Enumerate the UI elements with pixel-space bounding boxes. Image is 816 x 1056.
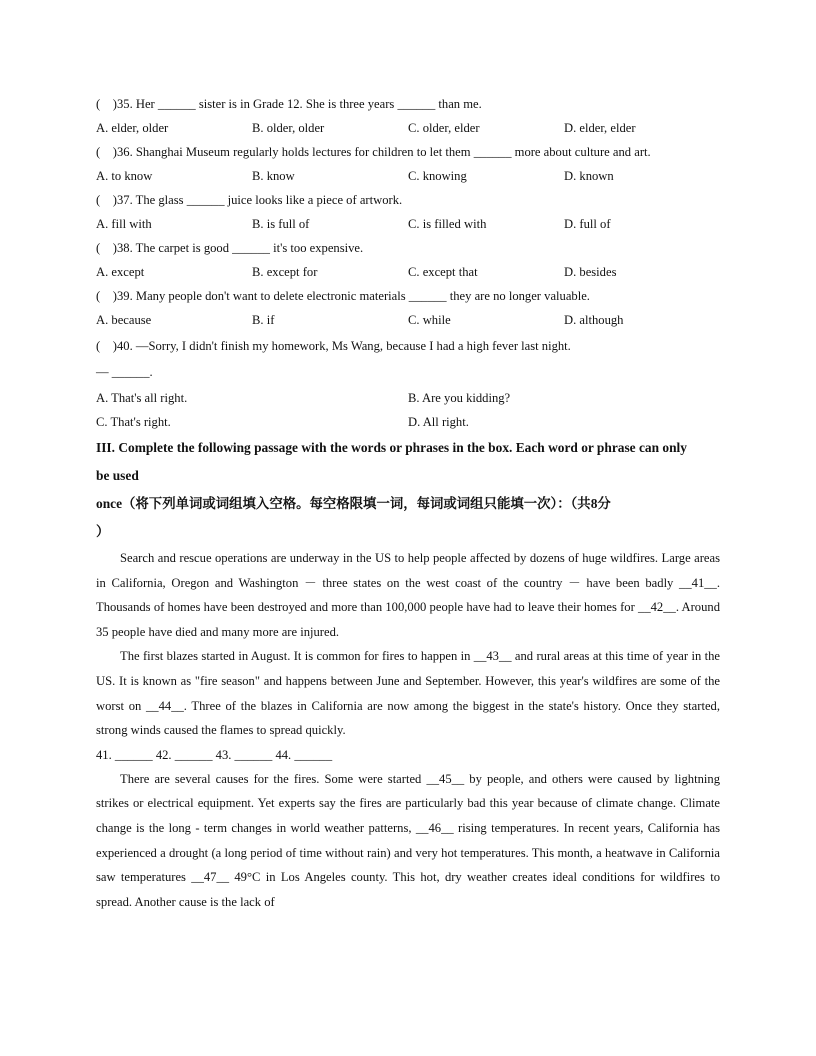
option-c: C. older, elder (408, 121, 480, 135)
question-40-reply: — ______. (96, 365, 153, 379)
option-d: D. All right. (408, 415, 469, 429)
question-38-options (96, 260, 720, 284)
option-c: C. is filled with (408, 217, 487, 231)
option-c: C. while (408, 313, 451, 327)
option-d: D. besides (564, 265, 617, 279)
option-a: A. to know (96, 169, 153, 183)
option-b: B. Are you kidding? (408, 391, 511, 405)
section-3-heading: III. Complete the following passage with the words or phrases in the box. Each word or phrase can only be used (96, 440, 687, 483)
question-39-options (96, 308, 720, 332)
passage-paragraph-2: The first blazes started in August. It is common for fires to happen in __43__ and rural areas at this time of year in the US. It is known as "fire season" and happens between June and September. However, this year's wildfires are some of the worst on __44__. Three of the blazes in California are now among the biggest in the state's history. Once they started, strong winds caused the flames to spread quickly. (96, 649, 720, 738)
option-d: D. elder, elder (564, 121, 636, 135)
option-c: C. knowing (408, 169, 467, 183)
question-38-stem: ( )38. The carpet is good ______ it's too expensive. (96, 241, 364, 255)
option-c: C. except that (408, 265, 478, 279)
option-b: B. if (252, 313, 275, 327)
option-a: A. except (96, 265, 145, 279)
option-d: D. although (564, 313, 624, 327)
section-3-heading-cn: once（将下列单词或词组填入空格。每空格限填一词，每词或词组只能填一次）：（共8分 (96, 496, 611, 511)
option-d: D. known (564, 169, 614, 183)
worksheet-page (96, 92, 720, 914)
question-35-options (96, 116, 720, 140)
question-35-stem: ( )35. Her ______ sister is in Grade 12. She is three years ______ than me. (96, 97, 482, 111)
option-b: B. older, older (252, 121, 325, 135)
question-37-options (96, 212, 720, 236)
passage-paragraph-3: There are several causes for the fires. Some were started __45__ by people, and others were caused by lightning strikes or electrical equipment. Yet experts say the fires are particularly bad this year because of climate change. Climate change is the long - term changes in world weather patterns, __46__ rising temperatures. In recent years, California has experienced a drought (a long period of time without rain) and very hot temperatures. This month, a heatwave in California saw temperatures __47__ 49°C in Los Angeles county. This hot, dry weather creates ideal conditions for wildfires to spread. Another cause is the lack of (96, 771, 720, 909)
option-a: A. That's all right. (96, 391, 188, 405)
passage-paragraph-1: Search and rescue operations are underway in the US to help people affected by dozens of huge wildfires. Large areas in California, Oregon and Washington － three states on the west coast of the country － have been badly __41__. Thousands of homes have been destroyed and more than 100,000 people have had to leave their homes for __42__. Around 35 people have died and many more are injured. (96, 551, 720, 639)
question-36-stem: ( )36. Shanghai Museum regularly holds lectures for children to let them ______ more about culture and art. (96, 145, 651, 159)
question-40-options-row2 (96, 410, 720, 434)
section-3-heading-cn-end: ） (96, 524, 110, 539)
option-b: B. except for (252, 265, 318, 279)
option-a: A. fill with (96, 217, 152, 231)
option-c: C. That's right. (96, 415, 171, 429)
option-a: A. elder, older (96, 121, 169, 135)
question-36-options (96, 164, 720, 188)
answer-blanks-41-44: 41. ______ 42. ______ 43. ______ 44. ______ (96, 747, 333, 762)
option-b: B. know (252, 169, 295, 183)
question-39-stem: ( )39. Many people don't want to delete electronic materials ______ they are no longer valuable. (96, 289, 590, 303)
option-b: B. is full of (252, 217, 310, 231)
option-a: A. because (96, 313, 152, 327)
question-40-stem: ( )40. —Sorry, I didn't finish my homework, Ms Wang, because I had a high fever last night. (96, 339, 571, 353)
option-d: D. full of (564, 217, 611, 231)
question-37-stem: ( )37. The glass ______ juice looks like a piece of artwork. (96, 193, 403, 207)
question-40-options-row1 (96, 386, 720, 410)
